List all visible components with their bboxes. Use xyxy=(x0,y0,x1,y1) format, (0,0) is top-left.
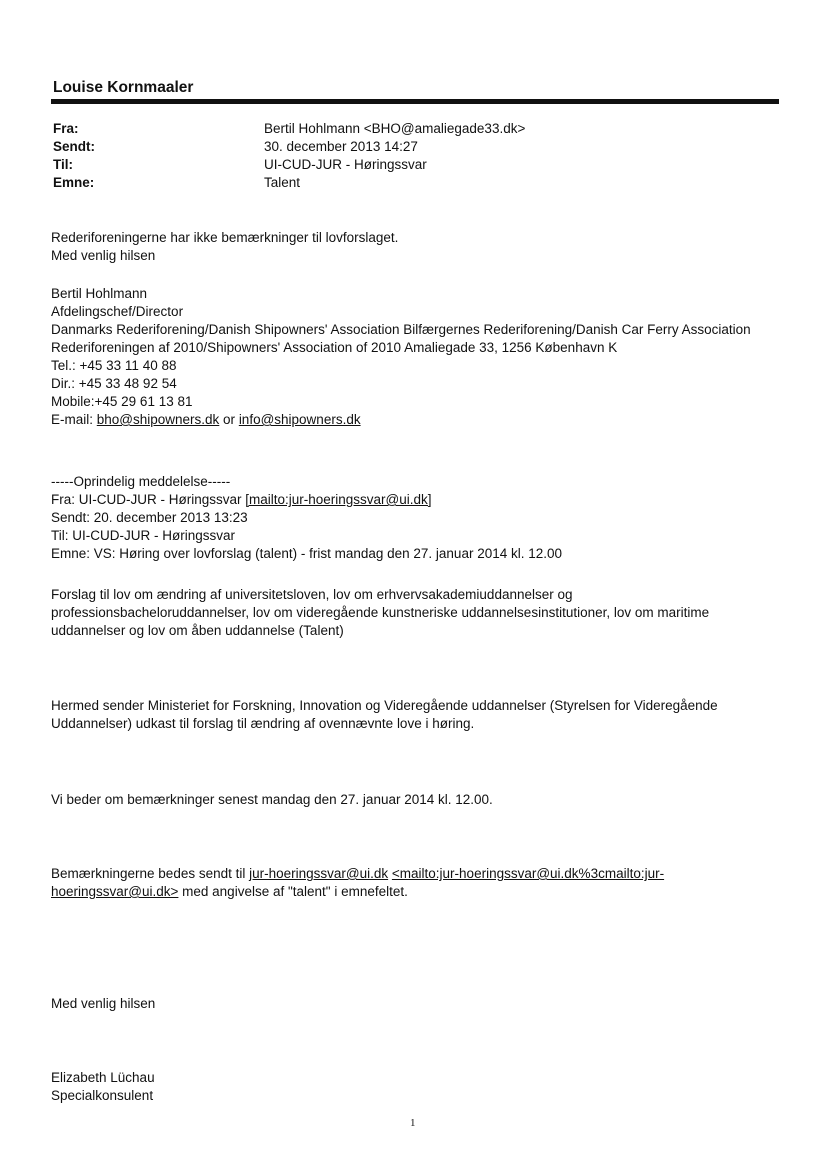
body-paragraph-2 xyxy=(51,697,718,733)
original-sent-line: Sendt: 20. december 2013 13:23 xyxy=(51,510,248,525)
original-message-heading: -----Oprindelig meddelelse----- xyxy=(51,474,231,489)
email-link-info[interactable]: info@shipowners.dk xyxy=(238,412,361,427)
original-from-mailto-link[interactable]: [mailto:jur-hoeringssvar@ui.dk] xyxy=(245,492,432,507)
email-or: or xyxy=(219,412,239,427)
signature-title: Afdelingschef/Director xyxy=(51,304,184,319)
closing-signature xyxy=(51,1069,155,1105)
header-label: Fra: xyxy=(53,121,79,136)
paragraph-line: professionsbacheloruddannelser, lov om videregående kunstneriske uddannelsesinstitutioner, lov om maritime xyxy=(51,605,710,620)
original-from-line xyxy=(51,491,562,509)
body-paragraph-3 xyxy=(51,791,493,809)
signature-direct-phone: Dir.: +45 33 48 92 54 xyxy=(51,376,177,391)
signature-phone: Tel.: +45 33 11 40 88 xyxy=(51,358,177,373)
paragraph-line: Uddannelser) udkast til forslag til ændring af ovennævnte love i høring. xyxy=(51,716,475,731)
email-link-hoeringssvar[interactable]: jur-hoeringssvar@ui.dk xyxy=(249,866,389,881)
paragraph-text: med angivelse af "talent" i emnefeltet. xyxy=(178,884,408,899)
header-row-sent xyxy=(53,138,525,156)
signature-org-line-2: Rederiforeningen af 2010/Shipowners' Association of 2010 Amaliegade 33, 1256 København K xyxy=(51,340,618,355)
paragraph-line: uddannelser og lov om åben uddannelse (Talent) xyxy=(51,623,344,638)
reply-line: Rederiforeningerne har ikke bemærkninger til lovforslaget. xyxy=(51,230,399,245)
paragraph-text: Bemærkningerne bedes sendt til xyxy=(51,866,250,881)
closing-sender-title: Specialkonsulent xyxy=(51,1088,154,1103)
paragraph-line xyxy=(51,865,664,883)
header-value: Talent xyxy=(264,175,301,190)
paragraph-line: Hermed sender Ministeriet for Forskning, Innovation og Videregående uddannelser (Styrelsen for Videregående xyxy=(51,698,718,713)
signature-email-line xyxy=(51,411,751,429)
email-link-bho[interactable]: bho@shipowners.dk xyxy=(96,412,220,427)
header-value: Bertil Hohlmann <BHO@amaliegade33.dk> xyxy=(264,121,526,136)
header-row-from xyxy=(53,120,525,138)
header-row-subject xyxy=(53,174,525,192)
header-value: 30. december 2013 14:27 xyxy=(264,139,418,154)
header-label: Til: xyxy=(53,157,73,172)
page-number: 1 xyxy=(410,1117,416,1129)
header-row-to xyxy=(53,156,525,174)
body-paragraph-4 xyxy=(51,865,664,901)
signature-name: Bertil Hohlmann xyxy=(51,286,148,301)
original-from-text: Fra: UI-CUD-JUR - Høringssvar xyxy=(51,492,246,507)
reply-greeting: Med venlig hilsen xyxy=(51,248,156,263)
closing-sender-name: Elizabeth Lüchau xyxy=(51,1070,155,1085)
original-subject-line: Emne: VS: Høring over lovforslag (talent) - frist mandag den 27. januar 2014 kl. 12.00 xyxy=(51,546,563,561)
paragraph-line: Forslag til lov om ændring af universitetsloven, lov om erhvervsakademiuddannelser og xyxy=(51,587,573,602)
reply-text xyxy=(51,229,398,265)
mailbox-owner-name: Louise Kornmaaler xyxy=(53,79,194,96)
header-value: UI-CUD-JUR - Høringssvar xyxy=(264,157,427,172)
header-rule xyxy=(51,99,779,104)
sender-signature xyxy=(51,285,751,429)
email-prefix: E-mail: xyxy=(51,412,97,427)
closing-greeting: Med venlig hilsen xyxy=(51,996,156,1011)
body-paragraph-1 xyxy=(51,586,709,640)
header-label: Sendt: xyxy=(53,139,95,154)
header-label: Emne: xyxy=(53,175,95,190)
paragraph-line: Vi beder om bemærkninger senest mandag den 27. januar 2014 kl. 12.00. xyxy=(51,792,493,807)
signature-mobile: Mobile:+45 29 61 13 81 xyxy=(51,394,193,409)
mailto-link-part-2[interactable]: hoeringssvar@ui.dk> xyxy=(51,884,179,899)
mailto-link-part-1[interactable]: <mailto:jur-hoeringssvar@ui.dk%3cmailto:jur- xyxy=(391,866,665,881)
original-message-header xyxy=(51,473,562,563)
paragraph-line xyxy=(51,883,664,901)
signature-org-line-1: Danmarks Rederiforening/Danish Shipowners' Association Bilfærgernes Rederiforening/Danish Car Ferry Association xyxy=(51,322,751,337)
email-header-fields xyxy=(53,120,525,192)
original-to-line: Til: UI-CUD-JUR - Høringssvar xyxy=(51,528,235,543)
